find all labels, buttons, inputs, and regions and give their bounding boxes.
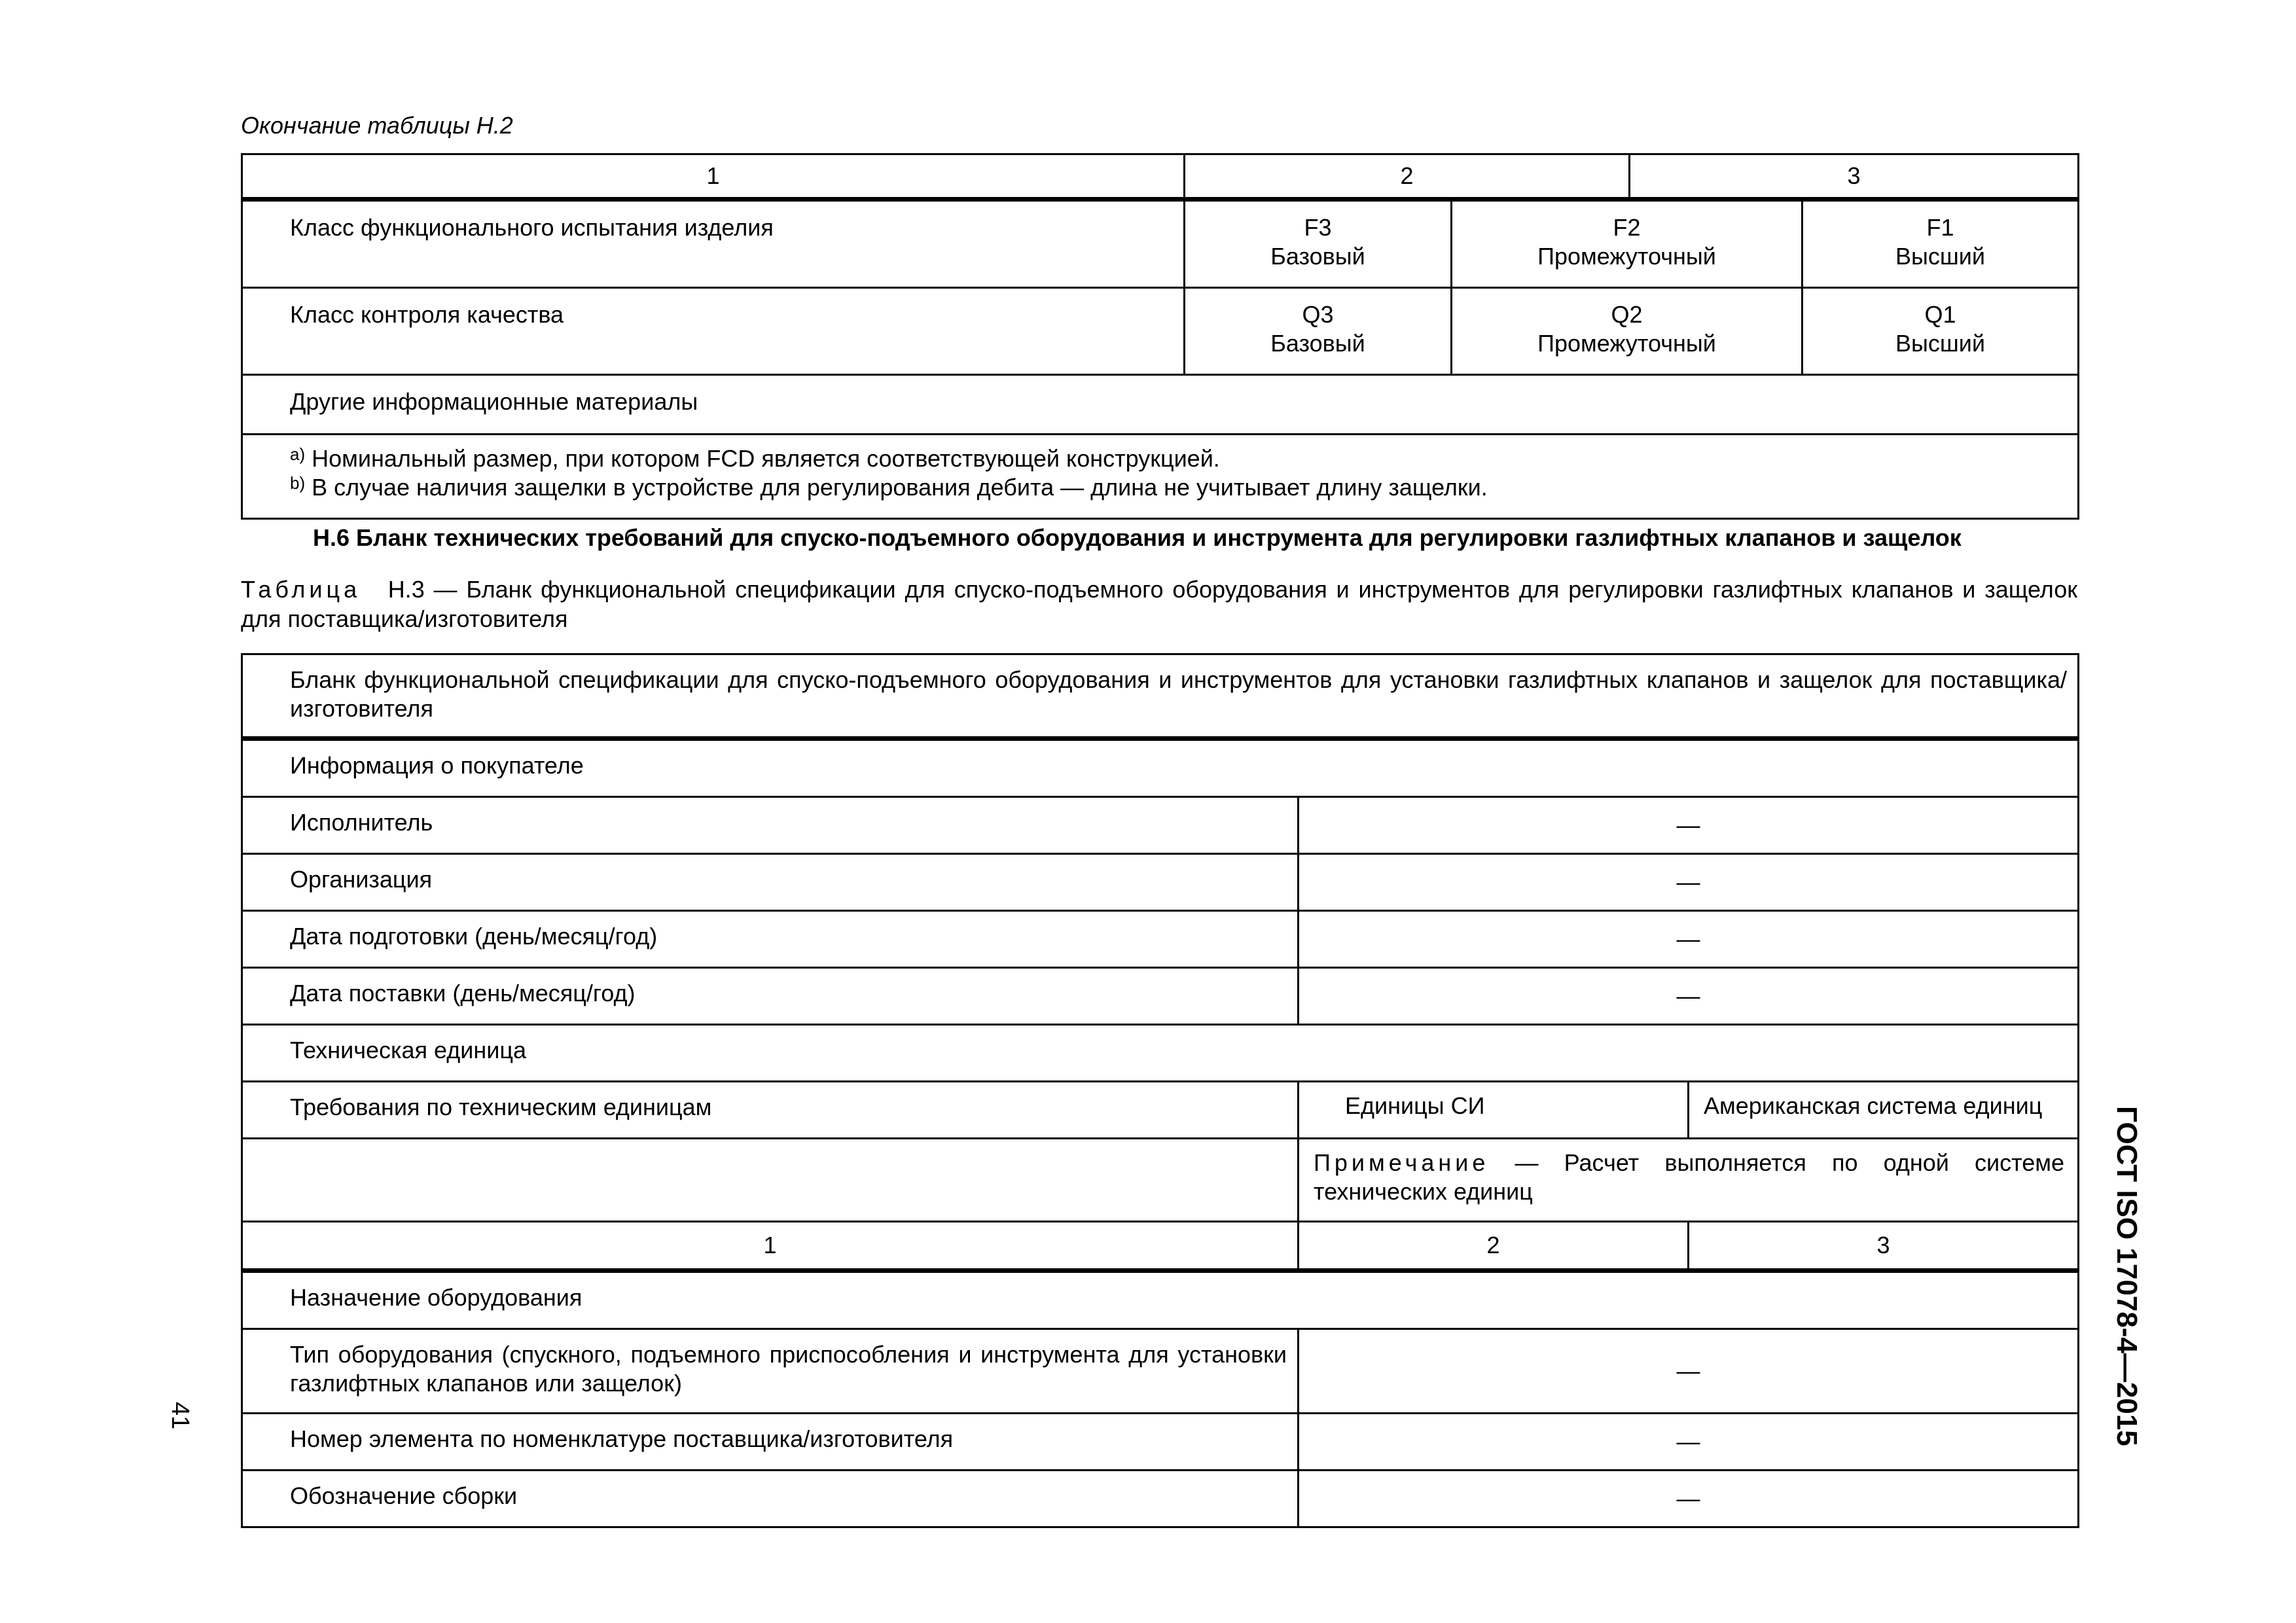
- header-cell-3: 3: [1630, 154, 2079, 200]
- table-h3-caption: Таблица Н.3 — Бланк функциональной спецификации для спуско-подъемного оборудования и инструментов для регулировки газлифтных клапанов и защелок для поставщика/изготовителя: [241, 576, 2077, 632]
- row-label: Тип оборудования (спускного, подъемного приспособления и инструмента для установки газлифтных клапанов или защелок): [242, 1329, 1299, 1414]
- value-cell: F1 Высший: [1803, 200, 2079, 288]
- row-label: Дата подготовки (день/месяц/год): [242, 911, 1299, 968]
- value-cell: —: [1299, 1471, 2079, 1527]
- row-label: Обозначение сборки: [242, 1471, 1299, 1527]
- table-row: [242, 288, 2079, 375]
- purpose-heading: Назначение оборудования: [242, 1271, 2079, 1329]
- table-h3: [241, 653, 2079, 1528]
- continuation-caption: Окончание таблицы Н.2: [241, 112, 513, 139]
- table-row: [242, 1329, 2079, 1414]
- column-number-1: 1: [242, 1222, 1299, 1271]
- table-row: [242, 968, 2079, 1025]
- page-number: 41: [166, 1402, 194, 1430]
- units-note: Примечание — Расчет выполняется по одной системе технических единиц: [1299, 1139, 2079, 1222]
- value-cell: —: [1299, 797, 2079, 854]
- table-row: [242, 1414, 2079, 1471]
- value-cell: —: [1299, 854, 2079, 911]
- value-cell: —: [1299, 911, 2079, 968]
- value-cell: Q1 Высший: [1803, 288, 2079, 375]
- value-cell: Q3 Базовый: [1185, 288, 1452, 375]
- table-row: [242, 375, 2079, 435]
- value-cell: Q2 Промежуточный: [1452, 288, 1803, 375]
- value-cell: F2 Промежуточный: [1452, 200, 1803, 288]
- row-label: Требования по техническим единицам: [242, 1082, 1299, 1139]
- buyer-info-heading: Информация о покупателе: [242, 739, 2079, 797]
- table-title: Бланк функциональной спецификации для спуско-подъемного оборудования и инструментов для установки газлифтных клапанов и защелок для поставщика/изготовителя: [242, 654, 2079, 739]
- row-label: Исполнитель: [242, 797, 1299, 854]
- value-cell: —: [1299, 1414, 2079, 1471]
- table-row: [242, 1471, 2079, 1527]
- row-label: Организация: [242, 854, 1299, 911]
- table-row: [242, 797, 2079, 854]
- footnotes: [242, 435, 2079, 519]
- value-cell: —: [1299, 1329, 2079, 1414]
- column-number-2: 2: [1299, 1222, 1689, 1271]
- footnote-a: $^{a)}$ Номинальный размер, при котором FCD является соответствующей конструкцией.: [290, 444, 1220, 472]
- table-h2-end: [241, 153, 2079, 520]
- row-label: Класс функционального испытания изделия: [242, 200, 1185, 288]
- us-units-cell: Американская система единиц: [1689, 1082, 2079, 1139]
- table-row: [242, 200, 2079, 288]
- table-row: [242, 1082, 2079, 1139]
- table-notes-row: [242, 435, 2079, 519]
- row-label: Номер элемента по номенклатуре поставщика/изготовителя: [242, 1414, 1299, 1471]
- si-units-cell: Единицы СИ: [1299, 1082, 1689, 1139]
- row-label: Класс контроля качества: [242, 288, 1185, 375]
- header-cell-2: 2: [1185, 154, 1630, 200]
- value-cell: F3 Базовый: [1185, 200, 1452, 288]
- table-row: [242, 854, 2079, 911]
- empty-cell: [242, 1139, 1299, 1222]
- tech-unit-heading: Техническая единица: [242, 1025, 2079, 1082]
- section-heading: Н.6 Бланк технических требований для спуско-подъемного оборудования и инструмента для регулировки газлифтных клапанов и защелок: [313, 524, 1962, 551]
- table-row: [242, 1139, 2079, 1222]
- table-row: [242, 911, 2079, 968]
- other-materials: Другие информационные материалы: [242, 375, 2079, 435]
- column-number-3: 3: [1689, 1222, 2079, 1271]
- value-cell: —: [1299, 968, 2079, 1025]
- header-cell-1: 1: [242, 154, 1185, 200]
- footnote-b: $^{b)}$ В случае наличия защелки в устройстве для регулирования дебита — длина не учитывает длину защелки.: [290, 473, 1488, 501]
- row-label: Дата поставки (день/месяц/год): [242, 968, 1299, 1025]
- standard-code: ГОСТ ISO 17078-4—2015: [2111, 1106, 2143, 1446]
